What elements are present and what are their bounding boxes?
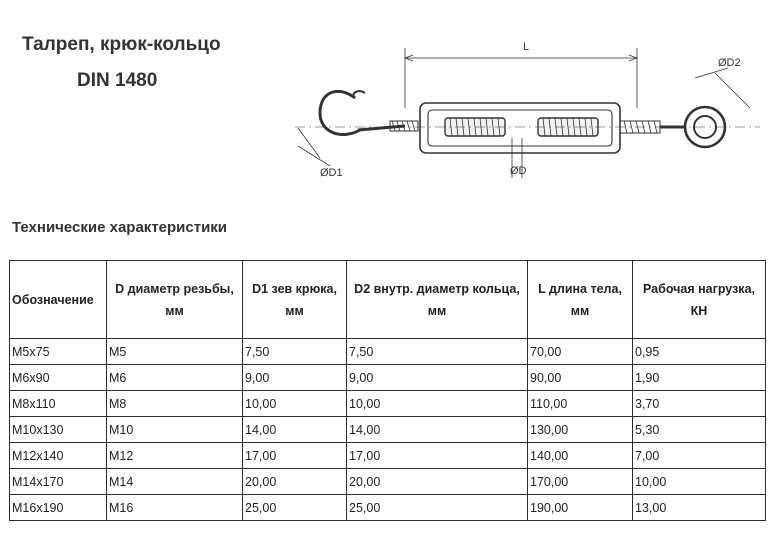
table-cell: 170,00 — [528, 469, 633, 495]
table-cell: M12x140 — [10, 443, 107, 469]
table-cell: 25,00 — [243, 495, 347, 521]
table-cell: 10,00 — [347, 391, 528, 417]
table-cell: 70,00 — [528, 339, 633, 365]
table-cell: 14,00 — [347, 417, 528, 443]
table-cell: 10,00 — [633, 469, 766, 495]
table-cell: M16 — [107, 495, 243, 521]
dimension-D2-label: ØD2 — [718, 57, 741, 69]
table-row — [10, 469, 766, 495]
table-cell: 3,70 — [633, 391, 766, 417]
column-header: D1 зев крюка, мм — [243, 261, 347, 339]
table-cell: 9,00 — [347, 365, 528, 391]
table-cell: M14 — [107, 469, 243, 495]
table-cell: 13,00 — [633, 495, 766, 521]
column-header: Рабочая нагрузка, КН — [633, 261, 766, 339]
table-cell: 0,95 — [633, 339, 766, 365]
table-cell: M12 — [107, 443, 243, 469]
table-cell: 7,00 — [633, 443, 766, 469]
table-cell: 9,00 — [243, 365, 347, 391]
turnbuckle-drawing — [280, 28, 780, 193]
table-cell: M10 — [107, 417, 243, 443]
table-cell: 20,00 — [243, 469, 347, 495]
table-cell: 90,00 — [528, 365, 633, 391]
table-cell: 20,00 — [347, 469, 528, 495]
table-cell: 140,00 — [528, 443, 633, 469]
column-header: Обозначение — [10, 261, 107, 339]
table-cell: 5,30 — [633, 417, 766, 443]
table-cell: 17,00 — [243, 443, 347, 469]
table-cell: 25,00 — [347, 495, 528, 521]
table-cell: M5 — [107, 339, 243, 365]
table-row — [10, 391, 766, 417]
page-title: Талреп, крюк-кольцо — [22, 34, 221, 55]
dimension-D-label: ØD — [510, 165, 527, 177]
table-header-row — [10, 261, 766, 339]
table-cell: 1,90 — [633, 365, 766, 391]
column-header: L длина тела, мм — [528, 261, 633, 339]
table-cell: 10,00 — [243, 391, 347, 417]
table-cell: 7,50 — [347, 339, 528, 365]
table-cell: 110,00 — [528, 391, 633, 417]
table-row — [10, 417, 766, 443]
table-cell: M6x90 — [10, 365, 107, 391]
table-cell: 17,00 — [347, 443, 528, 469]
standard-label: DIN 1480 — [77, 70, 158, 91]
table-cell: 130,00 — [528, 417, 633, 443]
table-row — [10, 495, 766, 521]
dimension-L-label: L — [523, 41, 530, 53]
table-cell: M14x170 — [10, 469, 107, 495]
column-header: D2 внутр. диаметр кольца, мм — [347, 261, 528, 339]
specs-table — [9, 260, 766, 521]
table-row — [10, 365, 766, 391]
table-row — [10, 339, 766, 365]
table-cell: M8x110 — [10, 391, 107, 417]
table-cell: M16x190 — [10, 495, 107, 521]
table-cell: M6 — [107, 365, 243, 391]
table-cell: M8 — [107, 391, 243, 417]
table-cell: M5x75 — [10, 339, 107, 365]
table-cell: 14,00 — [243, 417, 347, 443]
table-cell: 7,50 — [243, 339, 347, 365]
section-title: Технические характеристики — [12, 219, 228, 236]
table-cell: M10x130 — [10, 417, 107, 443]
column-header: D диаметр резьбы, мм — [107, 261, 243, 339]
table-cell: 190,00 — [528, 495, 633, 521]
dimension-D1-label: ØD1 — [320, 167, 343, 179]
table-row — [10, 443, 766, 469]
